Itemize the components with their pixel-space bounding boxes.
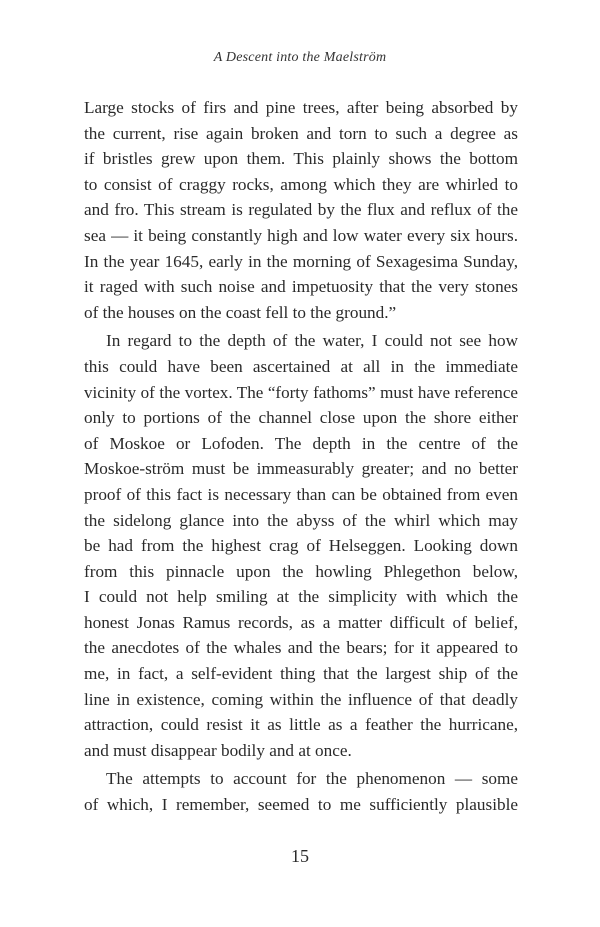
text-line: and fro. This stream is regulated by the flux and reflux of the	[84, 200, 518, 220]
text-line: it raged with such noise and impetuosity that the very stones	[84, 277, 518, 297]
body-text	[84, 95, 518, 818]
text-line: of which, I remember, seemed to me sufficiently plausible	[84, 795, 518, 815]
text-line: of Moskoe or Lofoden. The depth in the centre of the	[84, 433, 518, 453]
text-line: vicinity of the vortex. The “forty fathoms” must have reference	[84, 382, 518, 402]
text-line: of the houses on the coast fell to the ground.”	[84, 302, 397, 322]
text-line: only to portions of the channel close upon the shore either	[84, 408, 518, 428]
text-line: this could have been ascertained at all in the immediate	[84, 356, 518, 376]
text-line: Large stocks of firs and pine trees, after being absorbed by	[84, 98, 518, 117]
text-line: attraction, could resist it as little as a feather the hurricane,	[84, 715, 518, 735]
text-line: The attempts to account for the phenomenon — some	[106, 769, 518, 789]
text-line: In regard to the depth of the water, I could not see how	[106, 331, 518, 351]
text-line: the sidelong glance into the abyss of the whirl which may	[84, 510, 518, 530]
text-line: be had from the highest crag of Helseggen. Looking down	[84, 536, 518, 556]
running-head: A Descent into the Maelström	[213, 50, 387, 65]
text-line: me, in fact, a self-evident thing that the largest ship of the	[84, 664, 518, 684]
text-line: line in existence, coming within the influence of that deadly	[84, 689, 518, 709]
text-line: In the year 1645, early in the morning of Sexagesima Sunday,	[84, 251, 518, 271]
page-number: 15	[291, 846, 309, 866]
paragraph-2	[84, 328, 518, 763]
text-line: Moskoe-ström must be immeasurably greater; and no better	[84, 459, 518, 479]
paragraph-1	[84, 95, 518, 325]
text-line: and must disappear bodily and at once.	[84, 740, 352, 760]
paragraph-3	[84, 766, 518, 817]
text-line: if bristles grew upon them. This plainly shows the bottom	[84, 149, 518, 169]
text-line: proof of this fact is necessary than can be obtained from even	[84, 484, 518, 504]
text-line: the anecdotes of the whales and the bears; for it appeared to	[84, 638, 518, 658]
text-line: honest Jonas Ramus records, as a matter difficult of belief,	[84, 612, 518, 632]
text-line: I could not help smiling at the simplicity with which the	[84, 587, 518, 607]
text-line: from this pinnacle upon the howling Phlegethon below,	[84, 561, 518, 581]
text-line: to consist of craggy rocks, among which they are whirled to	[84, 174, 518, 194]
text-line: the current, rise again broken and torn to such a degree as	[84, 123, 518, 143]
text-line: sea — it being constantly high and low water every six hours.	[84, 225, 518, 245]
